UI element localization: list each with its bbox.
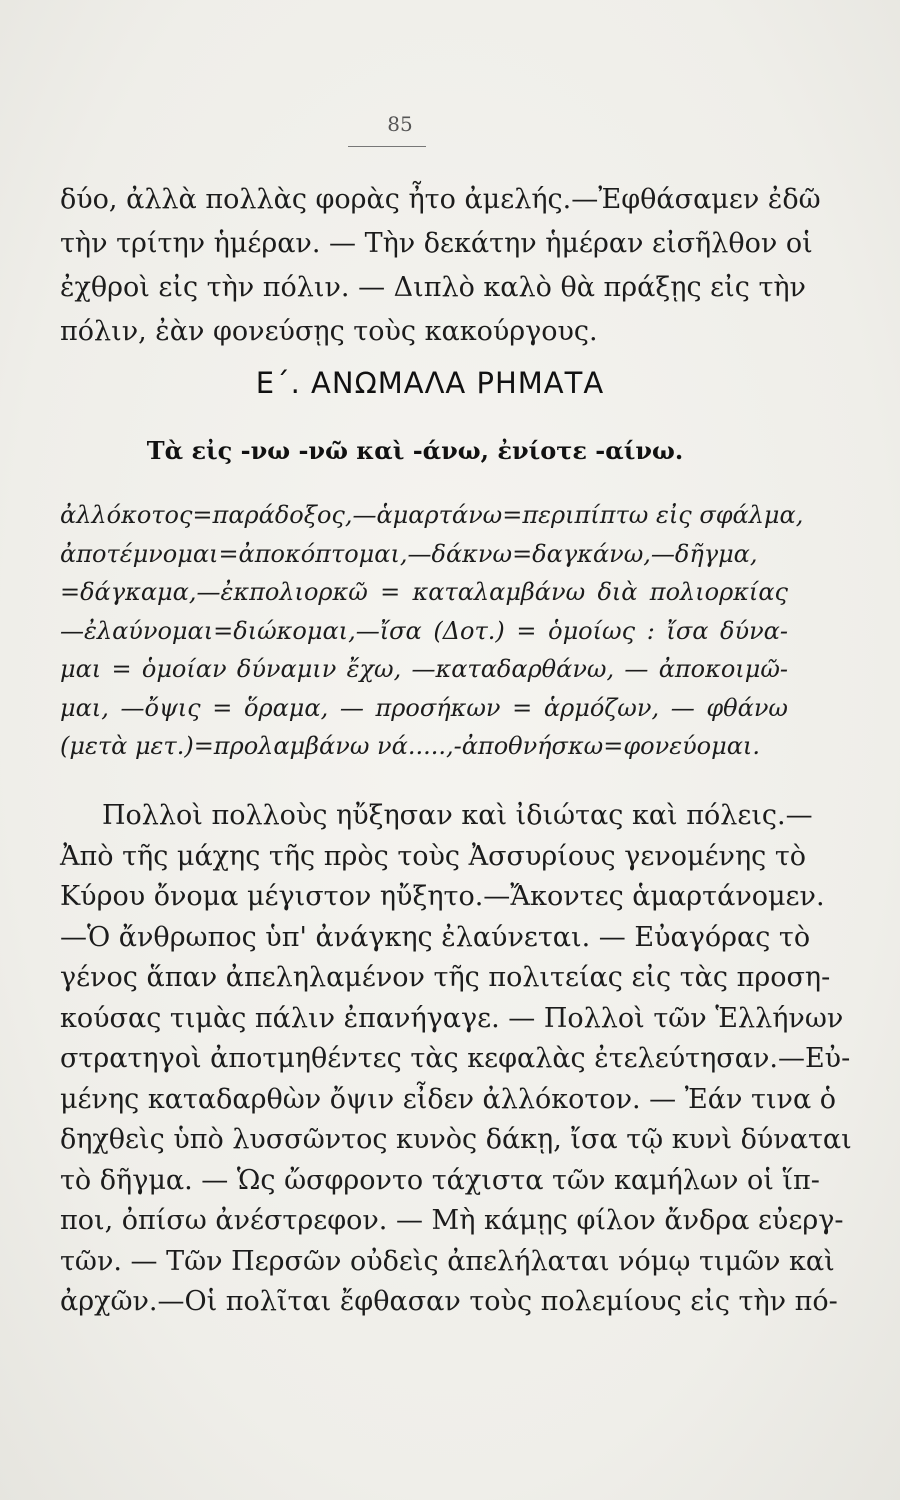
text-line: τὸ δῆγμα. — Ὡς ὤσφροντο τάχιστα τῶν καμήλων οἱ ἵπ-	[60, 1164, 820, 1196]
text-line: —Ὁ ἄνθρωπος ὑπ' ἀνάγκης ἐλαύνεται. — Εὐαγόρας τὸ	[60, 921, 811, 953]
text-line: στρατηγοὶ ἀποτμηθέντες τὰς κεφαλὰς ἐτελεύτησαν.—Εὐ-	[60, 1043, 851, 1074]
text-line: δύο, ἀλλὰ πολλὰς φορὰς ἦτο ἀμελής.—Ἐφθάσαμεν ἐδῶ	[60, 184, 821, 215]
vocabulary-line: =δάγκαμα,—ἐκπολιορκῶ = καταλαμβάνω διὰ πολιορκίας	[60, 578, 788, 606]
text-line: δηχθεὶς ὑπὸ λυσσῶντος κυνὸς δάκῃ, ἴσα τῷ κυνὶ δύναται	[60, 1124, 852, 1155]
text-line: Ἀπὸ τῆς μάχης τῆς πρὸς τοὺς Ἀσσυρίους γενομένης τὸ	[60, 840, 807, 872]
text-line: γένος ἅπαν ἀπεληλαμένον τῆς πολιτείας εἰς τὰς προση-	[60, 962, 831, 993]
sub-heading: Τὰ εἰς -νω -νῶ καὶ -άνω, ἐνίοτε -αίνω.	[146, 436, 684, 465]
vocabulary-line: ἀποτέμνομαι=ἀποκόπτομαι,—δάκνω=δαγκάνω,—δῆγμα,	[60, 539, 758, 568]
text-line: ἀρχῶν.—Οἱ πολῖται ἔφθασαν τοὺς πολεμίους εἰς τὴν πό-	[60, 1286, 838, 1317]
vocabulary-line: (μετὰ μετ.)=προλαμβάνω νά.....,-ἀποθνήσκω=φονεύομαι.	[60, 732, 760, 760]
text-line: πόλιν, ἐὰν φονεύσῃς τοὺς κακούργους.	[60, 316, 598, 347]
text-line: μένης καταδαρθὼν ὄψιν εἶδεν ἀλλόκοτον. — Ἐάν τινα ὁ	[60, 1083, 837, 1115]
text-line: ἐχθροὶ εἰς τὴν πόλιν. — Διπλὸ καλὸ θὰ πράξῃς εἰς τὴν	[60, 272, 806, 303]
vocabulary-line: μαι = ὁμοίαν δύναμιν ἔχω, —καταδαρθάνω, — ἀποκοιμῶ-	[60, 655, 788, 683]
opening-paragraph	[60, 178, 821, 354]
page-number-rule	[348, 146, 426, 147]
vocabulary-list	[60, 496, 804, 766]
vocabulary-line: μαι, —ὄψις = ὅραμα, — προσήκων = ἁρμόζων, — φθάνω	[60, 693, 788, 722]
vocabulary-line: ἀλλόκοτος=παράδοξος,—ἁμαρτάνω=περιπίπτω εἰς σφάλμα,	[60, 501, 804, 529]
text-line: κούσας τιμὰς πάλιν ἐπανήγαγε. — Πολλοὶ τῶν Ἑλλήνων	[60, 1002, 844, 1034]
text-line: Πολλοὶ πολλοὺς ηὔξησαν καὶ ἰδιώτας καὶ πόλεις.—	[102, 800, 813, 831]
vocabulary-line: —ἐλαύνομαι=διώκομαι,—ἴσα (Δοτ.) = ὁμοίως : ἴσα δύνα-	[60, 616, 788, 645]
text-line: τὴν τρίτην ἡμέραν. — Τὴν δεκάτην ἡμέραν εἰσῆλθον οἱ	[60, 228, 813, 259]
text-line: τῶν. — Τῶν Περσῶν οὐδεὶς ἀπελήλαται νόμῳ τιμῶν καὶ	[60, 1245, 835, 1277]
exercise-paragraph	[60, 796, 852, 1323]
section-heading: Ε΄. ΑΝΩΜΑΛΑ ΡΗΜΑΤΑ	[255, 366, 605, 400]
text-line: ποι, ὀπίσω ἀνέστρεφον. — Μὴ κάμῃς φίλον ἄνδρα εὐεργ-	[60, 1205, 844, 1236]
text-line: Κύρου ὄνομα μέγιστον ηὔξητο.—Ἄκοντες ἁμαρτάνομεν.	[60, 881, 825, 912]
page-number: 85	[387, 112, 413, 136]
